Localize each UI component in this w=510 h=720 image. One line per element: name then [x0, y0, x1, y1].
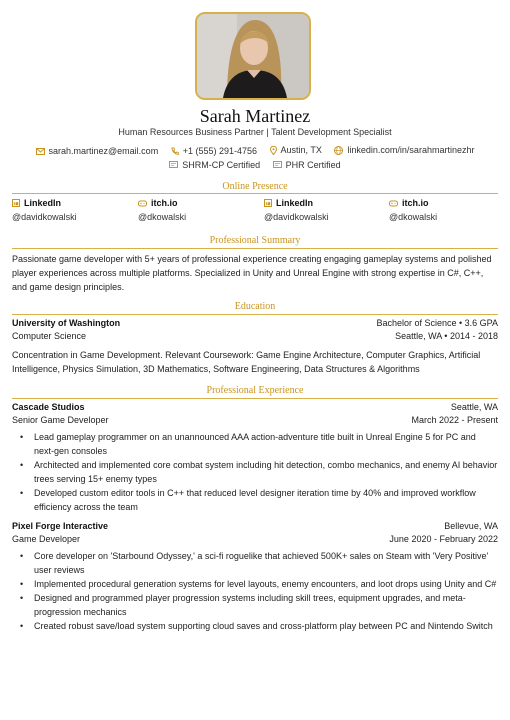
section-divider	[12, 398, 498, 399]
email-text: sarah.martinez@email.com	[48, 146, 159, 156]
education-subheader	[12, 331, 498, 344]
job-location: Bellevue, WA	[444, 521, 498, 531]
presence-network: itch.io	[151, 198, 178, 208]
job-role: Senior Game Developer	[12, 415, 109, 425]
globe-icon	[334, 146, 343, 155]
job-location: Seattle, WA	[450, 402, 498, 412]
presence-username: @dkowalski	[389, 212, 438, 222]
job-dates: March 2022 - Present	[411, 415, 498, 425]
gamepad-icon	[389, 200, 398, 207]
certificate-icon	[169, 161, 178, 169]
linkedin-url-text: linkedin.com/in/sarahmartinezhr	[347, 145, 475, 155]
cert-text: PHR Certified	[285, 160, 341, 170]
section-divider	[12, 193, 498, 194]
job-bullets	[12, 549, 498, 633]
job-subheader	[12, 534, 498, 547]
contact-phone[interactable]	[171, 146, 257, 156]
education-details: Concentration in Game Development. Relevant Coursework: Game Engine Architecture, Computer Graphics, Artificial Intelligence, Physics Simulation, 3D Mathematics, Software Engineering, Data Structures & Algorithms	[12, 350, 481, 374]
cert-text: SHRM-CP Certified	[182, 160, 261, 170]
field-of-study: Computer Science	[12, 331, 87, 341]
phone-icon	[171, 147, 179, 155]
job-header	[12, 521, 498, 534]
job-bullet: • Created robust save/load system supporting cloud saves and cross-platform play between PC and Nintendo Switch	[12, 619, 498, 633]
phone-text: +1 (555) 291-4756	[182, 145, 258, 156]
education-location-dates: Seattle, WA • 2014 - 2018	[395, 331, 498, 341]
location-text: Austin, TX	[280, 145, 322, 155]
portrait-image	[197, 14, 309, 98]
presence-username: @davidkowalski	[12, 212, 77, 222]
job-dates: June 2020 - February 2022	[389, 534, 498, 544]
certificate-icon	[273, 161, 282, 169]
presence-item[interactable]	[389, 198, 509, 222]
job-bullet: • Core developer on 'Starbound Odyssey,' a sci-fi roguelike that achieved 500K+ sales on Steam with 'Very Positive' user reviews	[12, 549, 498, 577]
linkedin-icon	[264, 199, 272, 207]
gamepad-icon	[138, 200, 147, 207]
contact-linkedin[interactable]	[334, 145, 474, 155]
presence-username: @davidkowalski	[264, 212, 329, 222]
summary-text: Passionate game developer with 5+ years of professional experience creating engaging gameplay systems and polished player experiences across multiple platforms. Specialized in Unity and Unreal Engine with strong expertise in C#, C++, and game design principles.	[12, 254, 492, 292]
online-presence-list	[12, 198, 498, 230]
location-icon	[270, 146, 277, 155]
cert-shrm	[169, 160, 260, 170]
education-header	[12, 318, 498, 331]
job-bullet: • Lead gameplay programmer on an unannounced AAA action-adventure title built in Unreal Engine 5 for PC and next-gen consoles	[12, 430, 498, 458]
contact-location	[270, 145, 322, 155]
contact-line	[0, 145, 510, 157]
section-divider	[12, 248, 498, 249]
presence-item[interactable]	[12, 198, 132, 222]
cert-phr	[273, 160, 341, 170]
profile-photo	[195, 12, 311, 100]
job-bullet: • Designed and programmed player progression systems including skill trees, equipment upgrades, and meta-progression mechanics	[12, 591, 498, 619]
email-icon	[36, 148, 45, 155]
section-title-summary: Professional Summary	[209, 235, 301, 246]
job-header	[12, 402, 498, 415]
job-title: Human Resources Business Partner | Talent Development Specialist	[118, 127, 392, 137]
job-bullets	[12, 430, 498, 514]
company-name: Pixel Forge Interactive	[12, 521, 109, 531]
section-title-education: Education	[234, 301, 276, 312]
linkedin-icon	[12, 199, 20, 207]
company-name: Cascade Studios	[12, 402, 85, 412]
section-divider	[12, 314, 498, 315]
presence-item[interactable]	[264, 198, 384, 222]
job-bullet: • Architected and implemented core combat system including hit detection, combo mechanics, and enemy AI behavior trees serving 15+ enemy types	[12, 458, 498, 486]
presence-item[interactable]	[138, 198, 258, 222]
section-title-online-presence: Online Presence	[222, 181, 288, 192]
contact-email[interactable]	[36, 146, 159, 156]
job-bullet: • Developed custom editor tools in C++ that reduced level designer iteration time by 40% and improved workflow efficiency across the team	[12, 486, 498, 514]
presence-network: itch.io	[402, 198, 429, 208]
presence-username: @dkowalski	[138, 212, 187, 222]
job-role: Game Developer	[12, 534, 81, 544]
presence-network: LinkedIn	[276, 198, 314, 208]
section-title-experience: Professional Experience	[206, 385, 304, 396]
presence-network: LinkedIn	[24, 198, 62, 208]
school-name: University of Washington	[12, 318, 121, 328]
job-subheader	[12, 415, 498, 428]
degree-text: Bachelor of Science • 3.6 GPA	[376, 318, 498, 328]
certifications-line	[0, 160, 510, 171]
person-name: Sarah Martinez	[199, 106, 311, 126]
job-bullet: • Implemented procedural generation systems for level layouts, enemy encounters, and loot drops using Unity and C#	[12, 577, 498, 591]
